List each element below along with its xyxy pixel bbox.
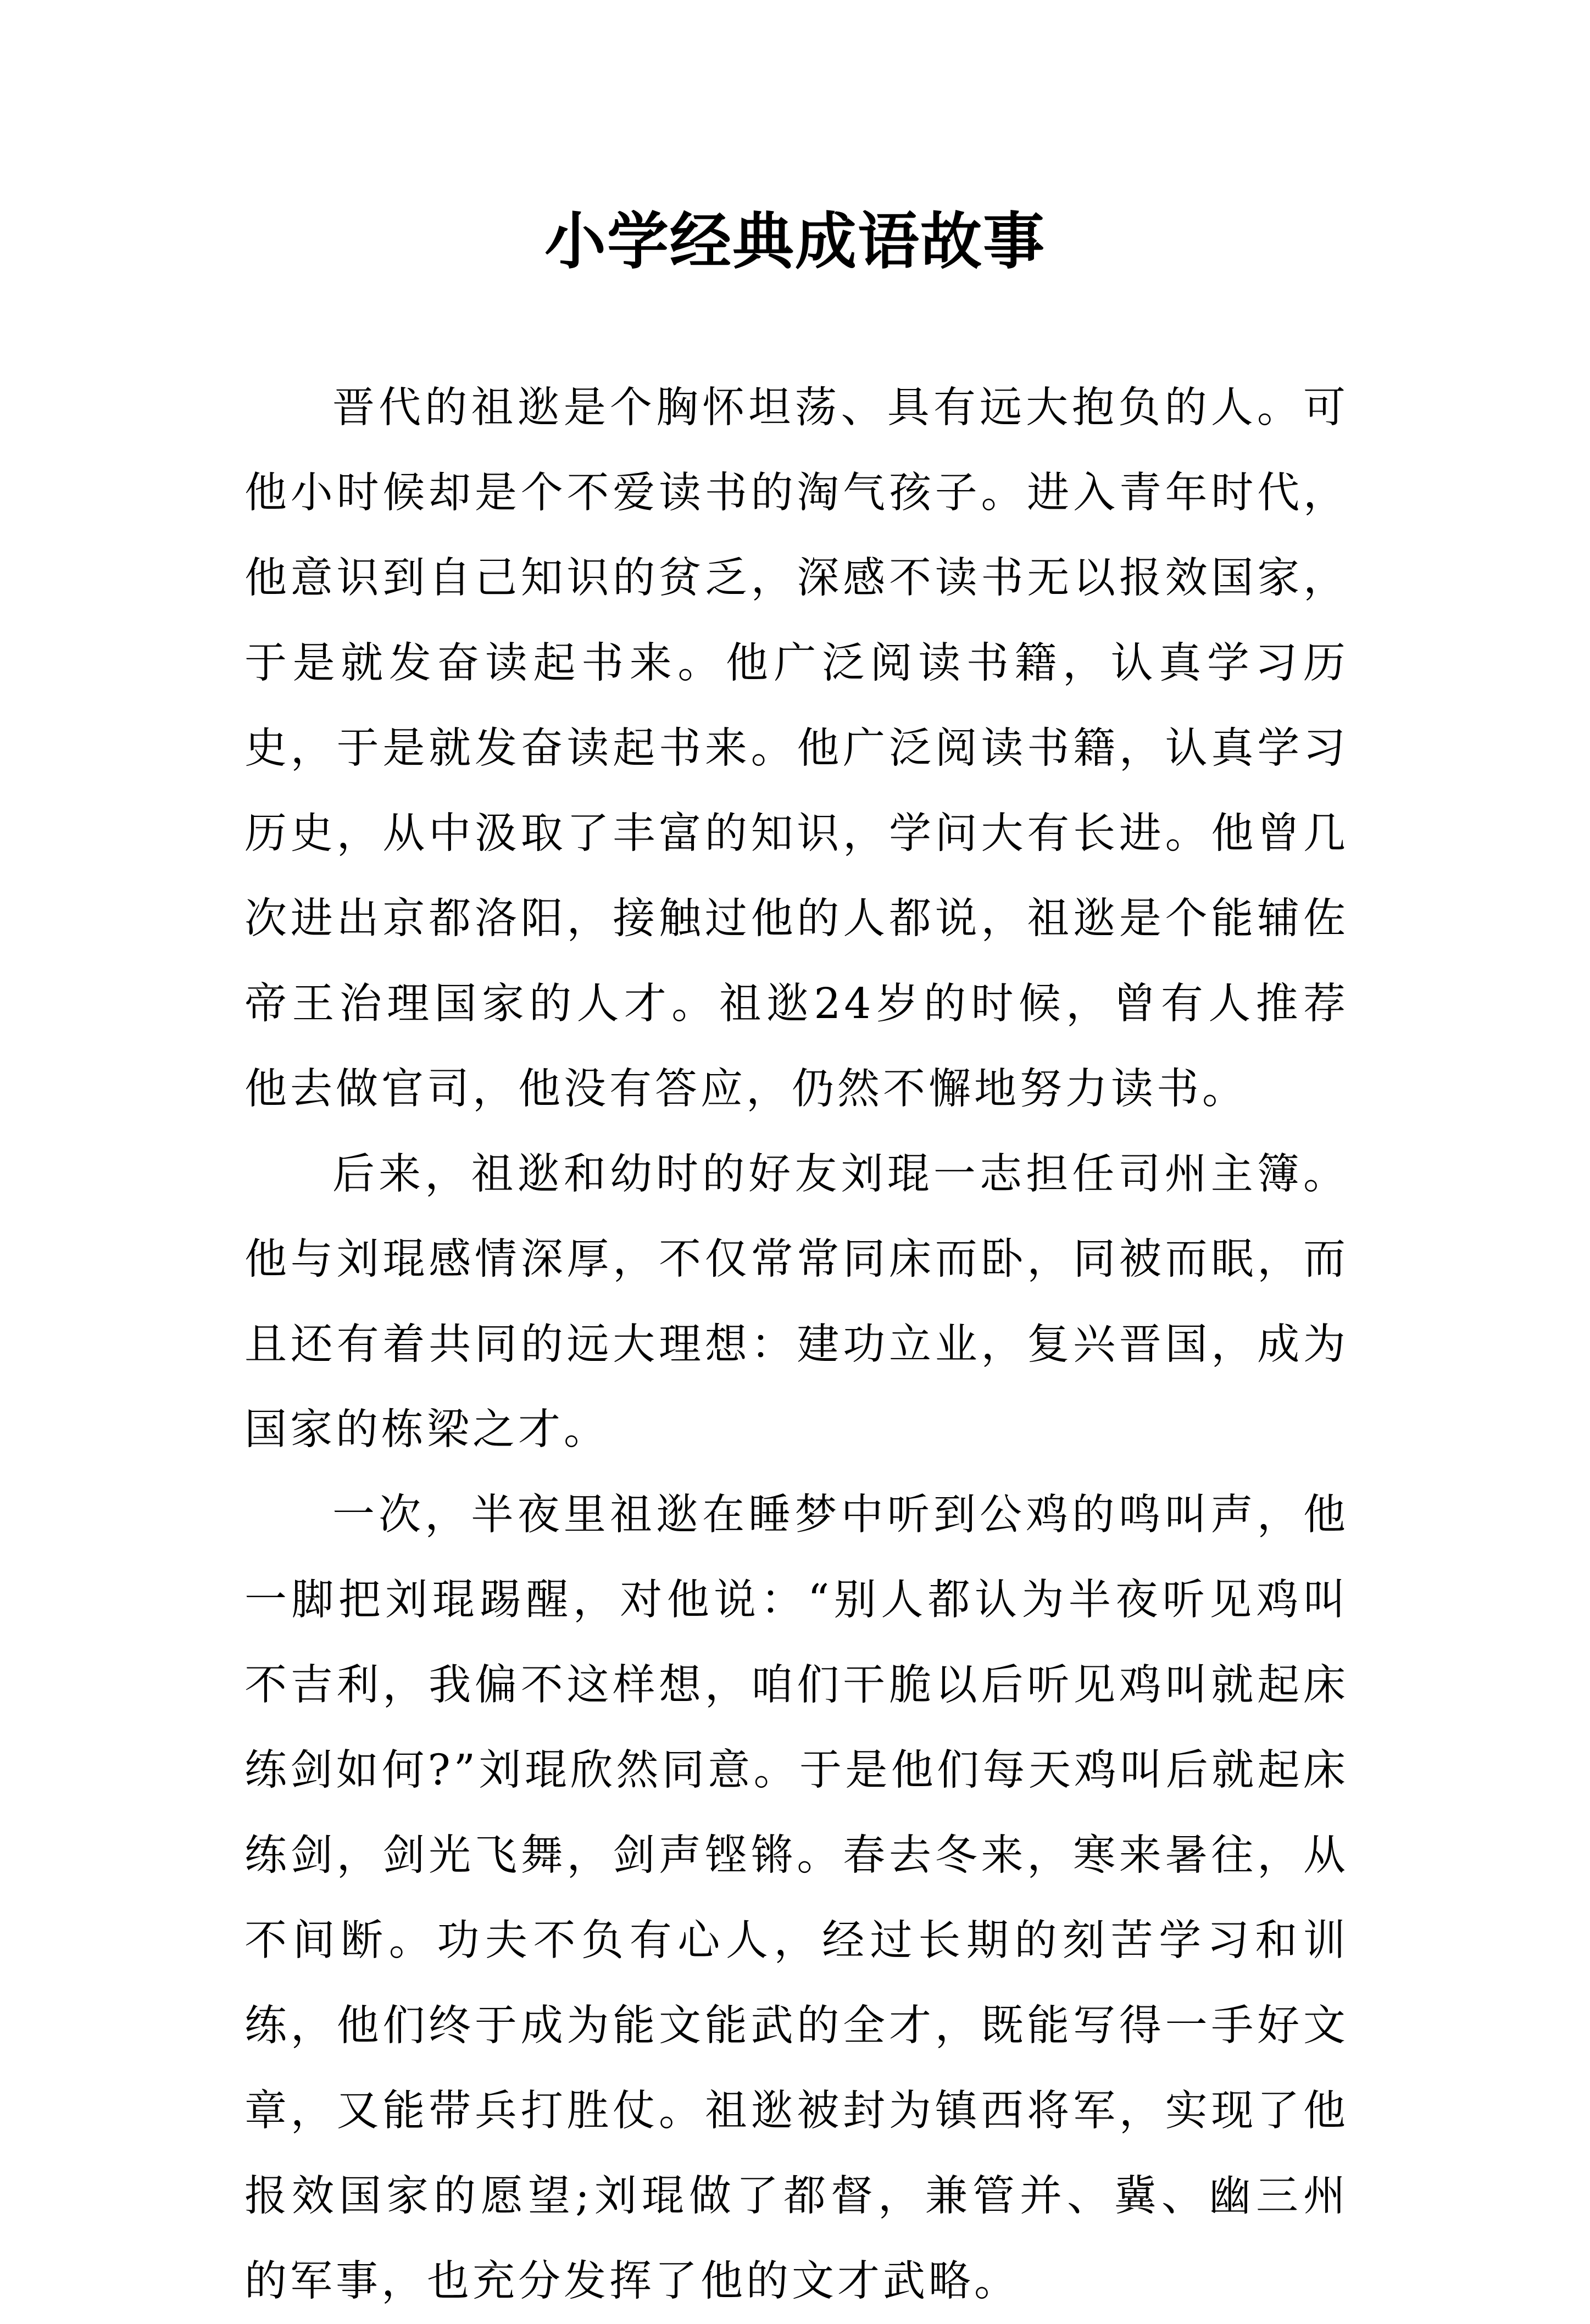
- document-body: [244, 365, 1349, 2324]
- paragraph: 一次，半夜里祖逖在睡梦中听到公鸡的鸣叫声，他一脚把刘琨踢醒，对他说：“别人都认为半夜听见鸡叫不吉利，我偏不这样想，咱们干脆以后听见鸡叫就起床练剑如何?”刘琨欣然同意。于是他们每天鸡叫后就起床练剑，剑光飞舞，剑声铿锵。春去冬来，寒来暑往，从不间断。功夫不负有心人，经过长期的刻苦学习和训练，他们终于成为能文能武的全才，既能写得一手好文章，又能带兵打胜仗。祖逖被封为镇西将军，实现了他报效国家的愿望;刘琨做了都督，兼管并、冀、幽三州的军事，也充分发挥了他的文才武略。: [244, 1491, 1349, 2306]
- document-title: 小学经典成语故事: [544, 205, 1046, 277]
- paragraph: 晋代的祖逖是个胸怀坦荡、具有远大抱负的人。可他小时候却是个不爱读书的淘气孩子。进入青年时代，他意识到自己知识的贫乏，深感不读书无以报效国家，于是就发奋读起书来。他广泛阅读书籍，认真学习历史，于是就发奋读起书来。他广泛阅读书籍，认真学习历史，从中汲取了丰富的知识，学问大有长进。他曾几次进出京都洛阳，接触过他的人都说，祖逖是个能辅佐帝王治理国家的人才。祖逖24岁的时候，曾有人推荐他去做官司，他没有答应，仍然不懈地努力读书。: [244, 383, 1349, 1114]
- paragraph: 后来，祖逖和幼时的好友刘琨一志担任司州主簿。他与刘琨感情深厚，不仅常常同床而卧，同被而眠，而且还有着共同的远大理想：建功立业，复兴晋国，成为国家的栋梁之才。: [244, 1150, 1349, 1454]
